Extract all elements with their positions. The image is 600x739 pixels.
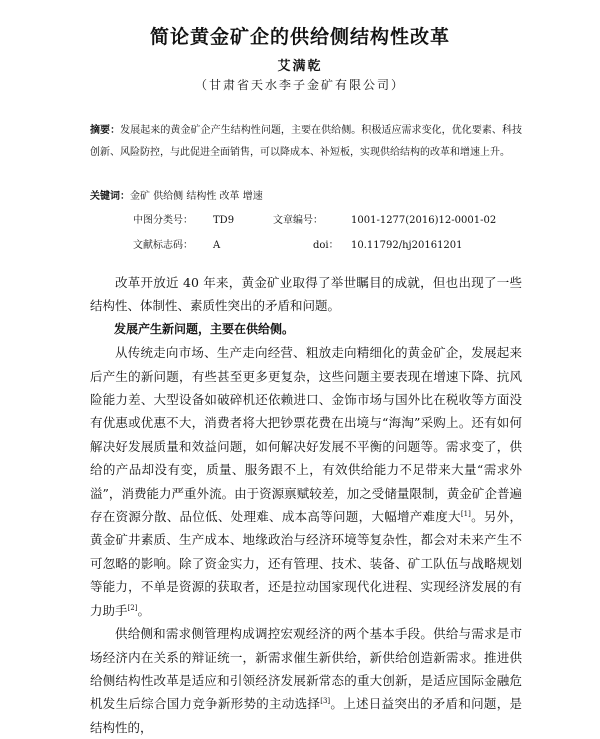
article-no-value: 1001-1277(2016)12-0001-02 bbox=[351, 215, 497, 226]
paragraph-2-end: 。 bbox=[137, 602, 150, 618]
abstract bbox=[90, 120, 522, 164]
paragraph-3-cont: 。上述日益突出的矛盾和问题，是结构性的， bbox=[90, 696, 522, 735]
abstract-text: 发展起来的黄金矿企产生结构性问题，主要在供给侧。积极适应需求变化，优化要素、科技创新、风险防控，与此促进全面销售，可以降成本、补短板，实现供给结构的改革和增速上升。 bbox=[90, 125, 523, 158]
author-name: 艾满乾 bbox=[277, 59, 323, 74]
abstract-label: 摘要： bbox=[90, 125, 121, 136]
paragraph-2-text: 从传统走向市场、生产走向经营、粗放走向精细化的黄金矿企，发展起来后产生的新问题，有些甚至更多更复杂，这些问题主要表现在增速下降、抗风险能力差、大型设备如破碎机还依赖进口、金饰市场与国外比在税收等方面没有优惠或优惠不大，消费者将大把钞票花费在出境与“海淘”采购上。还有如何解决好发展质量和效益问题，如何解决好发展不平衡的问题等。需求变了，供给的产品却没有变，质量、服务跟不上，有效供给能力不足带来大量“需求外溢”，消费能力严重外流。由于资源禀赋较差，加之受储量限制，黄金矿企普遍存在资源分散、品位低、处理难、成本高等问题，大幅增产难度大 bbox=[90, 345, 522, 525]
doi-label: doi： bbox=[313, 240, 339, 251]
keywords bbox=[90, 187, 522, 202]
meta-row-2 bbox=[133, 236, 463, 251]
paragraph-2-cont: 。另外，黄金矿井素质、生产成本、地缘政治与经济环境等复杂性，都会对未来产生不可忽略的影响。除了资金实力，还有管理、技术、装备、矿工队伍与战略规划等能力，不单是资源的获取者，还是拉动国家现代化进程、实现经济发展的有力助手 bbox=[90, 509, 522, 618]
paper-title: 简论黄金矿企的供给侧结构性改革 bbox=[149, 26, 450, 48]
citation-3: [3] bbox=[320, 697, 331, 706]
clc-label: 中图分类号： bbox=[133, 215, 193, 226]
article-no-label: 文章编号： bbox=[273, 215, 323, 226]
citation-2: [2] bbox=[127, 603, 138, 612]
paragraph-3 bbox=[90, 622, 522, 739]
doi-value: 10.11792/hj20161201 bbox=[351, 240, 463, 251]
doc-code-label: 文献标志码： bbox=[133, 240, 193, 251]
citation-1: [1] bbox=[460, 509, 471, 518]
paragraph-2 bbox=[90, 341, 522, 622]
meta-row-1 bbox=[133, 211, 496, 226]
clc-value: TD9 bbox=[213, 215, 235, 226]
author-affiliation: （甘肃省天水李子金矿有限公司） bbox=[194, 78, 405, 92]
keywords-label: 关键词： bbox=[90, 191, 130, 202]
paragraph-1: 改革开放近 40 年来，黄金矿业取得了举世瞩目的成就，但也出现了一些结构性、体制性、素质性突出的矛盾和问题。 bbox=[90, 275, 522, 314]
body-text bbox=[90, 271, 522, 739]
paragraph-3-text: 供给侧和需求侧管理构成调控宏观经济的两个基本手段。供给与需求是市场经济内在关系的辩证统一，新需求催生新供给，新供给创造新需求。推进供给侧结构性改革是适应和引领经济发展新常态的重大创新，是适应国际金融危机发生后综合国力竞争新形势的主动选择 bbox=[90, 626, 522, 712]
keywords-text: 金矿 供给侧 结构性 改革 增速 bbox=[130, 191, 263, 202]
doc-code-value: A bbox=[213, 240, 221, 251]
section-heading: 发展产生新问题，主要在供给侧。 bbox=[114, 321, 295, 336]
